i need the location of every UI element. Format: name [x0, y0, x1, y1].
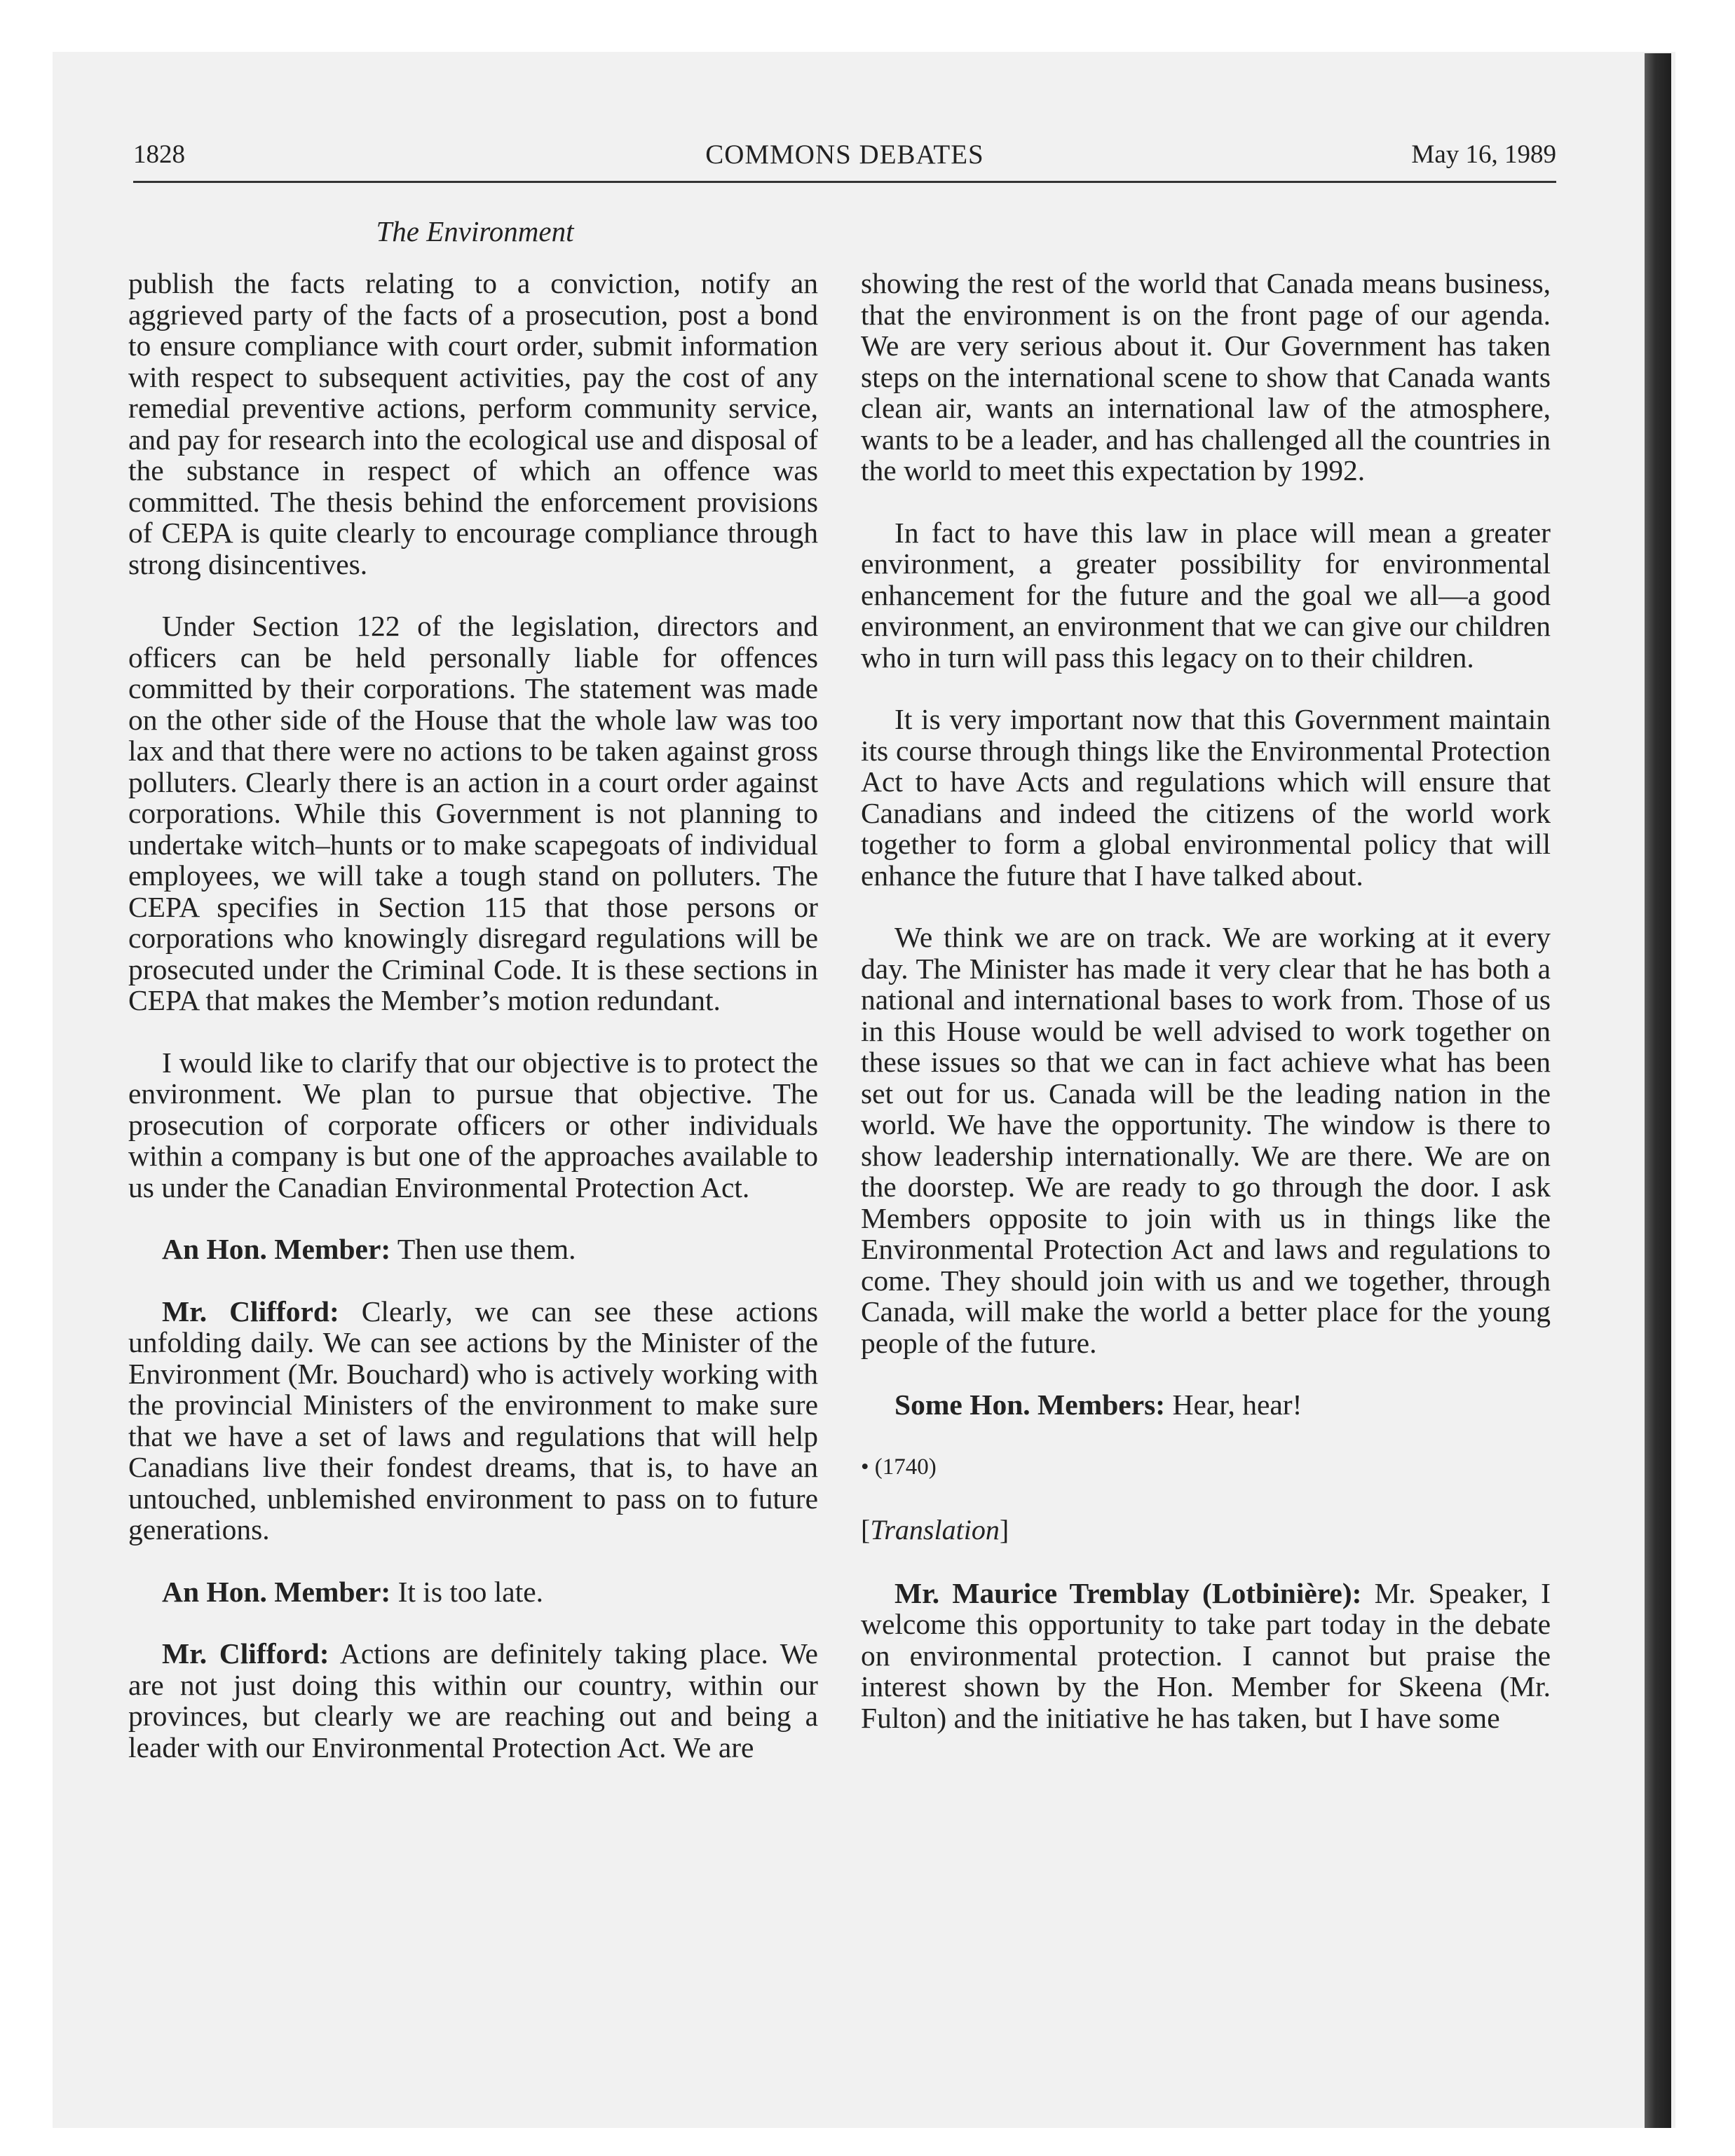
interjection — [128, 1576, 818, 1608]
speech-text: Then use them. — [390, 1233, 576, 1265]
issue-date: May 16, 1989 — [1411, 140, 1556, 169]
paragraph: showing the rest of the world that Canada means business, that the environment is on the front page of our agenda. We are very serious about it. Our Government has taken steps on the international scene to show that Canada wants clean air, wants an international law of the atmosphere, wants to be a leader, and has challenged all the countries in the world to meet this expectation by 1992. — [861, 267, 1551, 486]
interjection — [861, 1389, 1551, 1421]
paragraph: We think we are on track. We are working at it every day. The Minister has made it very clear that he has both a national and international bases to work from. Those of us in this House would be well advised to work together on these issues so that we can in fact achieve what has been set out for us. Canada will be the leading nation in the world. We have the opportunity. The window is there to show leadership internationally. We are there. We are on the doorstep. We are ready to go through the door. I ask Members opposite to join with us in things like the Environmental Protection Act and laws and regulations to come. They should join with us and we together, through Canada, will make the world a better place for the young people of the future. — [861, 921, 1551, 1359]
speech-text: Mr. Speaker, I welcome this opportunity to take part today in the debate on environmental protection. I cannot but praise the interest shown by the Hon. Member for Skeena (Mr. Fulton) and the initiative he has taken, but I have some — [861, 1576, 1551, 1734]
speaker-name: Some Hon. Members: — [894, 1389, 1166, 1421]
header-rule — [133, 181, 1556, 183]
paragraph: Under Section 122 of the legislation, directors and officers can be held personally liable for offences committed by their corporations. The statement was made on the other side of the House that the whole law was too lax and that there were no actions to be taken against gross polluters. Clearly there is an action in a court order against corporations. While this Government is not planning to undertake witch–hunts or to make scapegoats of individual employees, we will take a tough stand on polluters. The CEPA specifies in Section 115 that those persons or corporations who knowingly disregard regulations will be prosecuted under the Criminal Code. It is these sections in CEPA that makes the Member’s motion redundant. — [128, 610, 818, 1016]
speaker-name: An Hon. Member: — [162, 1233, 391, 1265]
speaker-name: Mr. Clifford: — [162, 1295, 339, 1328]
bracket-close: ] — [999, 1513, 1009, 1546]
scan-shadow-edge — [1645, 53, 1671, 2128]
page-header — [133, 139, 1556, 181]
paragraph: In fact to have this law in place will mean a greater environment, a greater possibility for environmental enhancement for the future and the goal we all—a good environment, an environment that we can give our children who in turn will pass this legacy on to their children. — [861, 516, 1551, 674]
paragraph: It is very important now that this Government maintain its course through things like the Environmental Protection Act to have Acts and regulations which will ensure that Canadians and indeed the citizens of the world work together to form a global environmental policy that will enhance the future that I have talked about. — [861, 703, 1551, 892]
speaker-name: Mr. Clifford: — [162, 1637, 329, 1670]
speaker-name: An Hon. Member: — [162, 1575, 391, 1608]
interjection — [128, 1234, 818, 1265]
speech-text: Clearly, we can see these actions unfolding daily. We can see actions by the Minister of the Environment (Mr. Bouchard) who is actively working with the provincial Ministers of the environment to make sure that we have a set of laws and regulations that will help Canadians live their fondest dreams, that is, to have an untouched, unblemished environment to pass on to future generations. — [128, 1295, 818, 1546]
publication-title: COMMONS DEBATES — [705, 139, 984, 170]
running-head: The Environment — [376, 215, 574, 247]
speech-paragraph — [128, 1296, 818, 1546]
translation-label: Translation — [870, 1513, 1000, 1546]
speech-text: Actions are definitely taking place. We are not just doing this within our country, within our provinces, but clearly we are reaching out and being a leader with our Environmental Protection Act. We are — [128, 1637, 818, 1763]
speech-text: It is too late. — [390, 1575, 544, 1608]
translation-marker — [861, 1513, 1551, 1547]
timestamp: • (1740) — [861, 1454, 937, 1480]
speech-paragraph — [861, 1578, 1551, 1734]
speech-paragraph — [128, 1638, 818, 1763]
speech-text: Hear, hear! — [1165, 1389, 1302, 1421]
speaker-name: Mr. Maurice Tremblay (Lotbinière): — [894, 1576, 1362, 1609]
bracket-open: [ — [861, 1513, 871, 1546]
paragraph: publish the facts relating to a conviction, notify an aggrieved party of the facts of a prosecution, post a bond to ensure compliance with court order, submit information with respect to subsequent activities, pay the cost of any remedial preventive actions, perform community service, and pay for research into the ecological use and disposal of the substance in respect of which an offence was committed. The thesis behind the enforcement provisions of CEPA is quite clearly to encourage compliance through strong disincentives. — [128, 267, 818, 580]
left-column — [128, 268, 818, 1794]
page-number: 1828 — [133, 140, 185, 169]
right-column — [861, 268, 1551, 1764]
paragraph: I would like to clarify that our objective is to protect the environment. We plan to pursue that objective. The prosecution of corporate officers or other individuals within a company is but one of the approaches available to us under the Canadian Environmental Protection Act. — [128, 1046, 818, 1203]
